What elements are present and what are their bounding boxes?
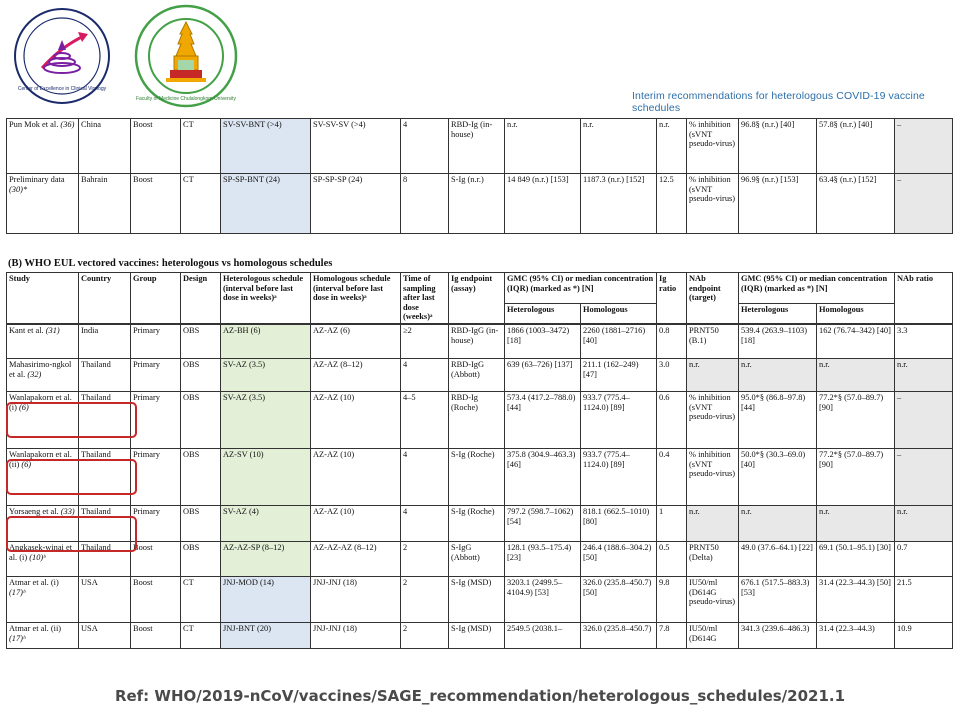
gmc-hom-cell: 933.7 (775.4–1124.0) [89] bbox=[581, 391, 657, 448]
heterologous-schedule-cell: SV-AZ (3.5) bbox=[221, 358, 311, 391]
nab-hom-cell: n.r. bbox=[817, 505, 895, 541]
nab-het-cell: 96.8§ (n.r.) [40] bbox=[739, 119, 817, 174]
header-hom-schedule: Homologous schedule (interval before last dose in weeks)ᵃ bbox=[311, 273, 401, 324]
study-cell: Atmar et al. (ii) (17)ᵇ bbox=[7, 622, 79, 648]
country-cell: Thailand bbox=[79, 541, 131, 576]
nab-hom-cell: 57.8§ (n.r.) [40] bbox=[817, 119, 895, 174]
gmc-hom-cell: 246.4 (188.6–304.2) [50] bbox=[581, 541, 657, 576]
nab-ratio-cell: 21.5 bbox=[895, 576, 953, 622]
nab-endpoint-cell: n.r. bbox=[687, 358, 739, 391]
time-cell: ≥2 bbox=[401, 324, 449, 358]
gmc-het-cell: 2549.5 (2038.1– bbox=[505, 622, 581, 648]
ig-ratio-cell: 1 bbox=[657, 505, 687, 541]
nab-ratio-cell: – bbox=[895, 174, 953, 234]
table-b-container bbox=[6, 272, 953, 649]
nab-endpoint-cell: PRNT50 (Delta) bbox=[687, 541, 739, 576]
study-cell: Preliminary data (30)* bbox=[7, 174, 79, 234]
group-cell: Primary bbox=[131, 324, 181, 358]
ig-endpoint-cell: RBD-IgG (Abbott) bbox=[449, 358, 505, 391]
nab-ratio-cell: 0.7 bbox=[895, 541, 953, 576]
nab-hom-cell: n.r. bbox=[817, 358, 895, 391]
nab-hom-cell: 77.2*§ (57.0–89.7) [90] bbox=[817, 391, 895, 448]
nab-ratio-cell: 3.3 bbox=[895, 324, 953, 358]
nab-hom-cell: 31.4 (22.3–44.3) [50] bbox=[817, 576, 895, 622]
gmc-het-cell: 375.8 (304.9–463.3) [46] bbox=[505, 448, 581, 505]
ig-ratio-cell: 0.8 bbox=[657, 324, 687, 358]
design-cell: OBS bbox=[181, 448, 221, 505]
study-cell: Yorsaeng et al. (33) bbox=[7, 505, 79, 541]
nab-ratio-cell: – bbox=[895, 119, 953, 174]
table-a bbox=[6, 118, 953, 234]
header-time: Time of sampling after last dose (weeks)ᵃ bbox=[401, 273, 449, 324]
nab-het-cell: 96.9§ (n.r.) [153] bbox=[739, 174, 817, 234]
ig-endpoint-cell: S-Ig (n.r.) bbox=[449, 174, 505, 234]
nab-endpoint-cell: % inhibition (sVNT pseudo-virus) bbox=[687, 391, 739, 448]
ig-endpoint-cell: S-Ig (Roche) bbox=[449, 448, 505, 505]
homologous-schedule-cell: JNJ-JNJ (18) bbox=[311, 622, 401, 648]
gmc-het-cell: n.r. bbox=[505, 119, 581, 174]
design-cell: OBS bbox=[181, 324, 221, 358]
header-gmc: GMC (95% CI) or median concentration (IQR) (marked as *) [N] bbox=[505, 273, 657, 304]
design-cell: CT bbox=[181, 119, 221, 174]
study-cell: Angkasek-winai et al. (i) (10)ᵇ bbox=[7, 541, 79, 576]
time-cell: 4 bbox=[401, 505, 449, 541]
design-cell: CT bbox=[181, 576, 221, 622]
design-cell: OBS bbox=[181, 505, 221, 541]
table-row bbox=[7, 576, 953, 622]
time-cell: 8 bbox=[401, 174, 449, 234]
homologous-schedule-cell: AZ-AZ (10) bbox=[311, 505, 401, 541]
table-header-row bbox=[7, 273, 953, 304]
ig-ratio-cell: 0.6 bbox=[657, 391, 687, 448]
header-study: Study bbox=[7, 273, 79, 324]
country-cell: China bbox=[79, 119, 131, 174]
nab-het-cell: 676.1 (517.5–883.3) [53] bbox=[739, 576, 817, 622]
gmc-het-cell: 573.4 (417.2–788.0) [44] bbox=[505, 391, 581, 448]
ig-ratio-cell: n.r. bbox=[657, 119, 687, 174]
nab-het-cell: 539.4 (263.9–1103) [18] bbox=[739, 324, 817, 358]
nab-ratio-cell: 10.9 bbox=[895, 622, 953, 648]
nab-endpoint-cell: IU50/ml (D614G pseudo-virus) bbox=[687, 576, 739, 622]
ig-endpoint-cell: RBD-Ig (in-house) bbox=[449, 119, 505, 174]
heterologous-schedule-cell: SV-AZ (4) bbox=[221, 505, 311, 541]
ig-ratio-cell: 7.8 bbox=[657, 622, 687, 648]
nab-endpoint-cell: % inhibition (sVNT pseudo-virus) bbox=[687, 174, 739, 234]
ig-ratio-cell: 9.8 bbox=[657, 576, 687, 622]
design-cell: CT bbox=[181, 622, 221, 648]
time-cell: 4–5 bbox=[401, 391, 449, 448]
heterologous-schedule-cell: JNJ-MOD (14) bbox=[221, 576, 311, 622]
gmc-hom-cell: n.r. bbox=[581, 119, 657, 174]
ig-endpoint-cell: S-Ig (MSD) bbox=[449, 576, 505, 622]
gmc-hom-cell: 326.0 (235.8–450.7) [50] bbox=[581, 576, 657, 622]
time-cell: 2 bbox=[401, 622, 449, 648]
header-nab-ratio: NAb ratio bbox=[895, 273, 953, 324]
ig-ratio-cell: 3.0 bbox=[657, 358, 687, 391]
table-row bbox=[7, 358, 953, 391]
highlight-box-wanlapakorn-i bbox=[6, 402, 137, 438]
gmc-hom-cell: 933.7 (775.4–1124.0) [89] bbox=[581, 448, 657, 505]
country-cell: Thailand bbox=[79, 358, 131, 391]
header-group: Group bbox=[131, 273, 181, 324]
gmc-het-cell: 14 849 (n.r.) [153] bbox=[505, 174, 581, 234]
design-cell: OBS bbox=[181, 391, 221, 448]
header-nab: GMC (95% CI) or median concentration (IQR) (marked as *) [N] bbox=[739, 273, 895, 304]
heterologous-schedule-cell: JNJ-BNT (20) bbox=[221, 622, 311, 648]
svg-text:Faculty of Medicine Chulalongk: Faculty of Medicine Chulalongkorn University bbox=[135, 96, 237, 102]
header-logos bbox=[0, 0, 960, 114]
country-cell: USA bbox=[79, 622, 131, 648]
time-cell: 4 bbox=[401, 358, 449, 391]
nab-endpoint-cell: IU50/ml (D614G bbox=[687, 622, 739, 648]
homologous-schedule-cell: JNJ-JNJ (18) bbox=[311, 576, 401, 622]
header-nab-endpoint: NAb endpoint (target) bbox=[687, 273, 739, 324]
header-ig-endpoint: Ig endpoint (assay) bbox=[449, 273, 505, 324]
table-b bbox=[6, 272, 953, 324]
nab-het-cell: 341.3 (239.6–486.3) bbox=[739, 622, 817, 648]
study-cell: Wanlapakorn et al. (i) (6) bbox=[7, 391, 79, 448]
header-country: Country bbox=[79, 273, 131, 324]
homologous-schedule-cell: SV-SV-SV (>4) bbox=[311, 119, 401, 174]
svg-text:Center of Excellence in Clinic: Center of Excellence in Clinical Virology bbox=[17, 86, 107, 92]
time-cell: 4 bbox=[401, 119, 449, 174]
nab-ratio-cell: n.r. bbox=[895, 358, 953, 391]
homologous-schedule-cell: SP-SP-SP (24) bbox=[311, 174, 401, 234]
heterologous-schedule-cell: AZ-BH (6) bbox=[221, 324, 311, 358]
header-nab-hom: Homologous bbox=[817, 303, 895, 323]
design-cell: OBS bbox=[181, 358, 221, 391]
group-cell: Boost bbox=[131, 174, 181, 234]
homologous-schedule-cell: AZ-AZ-AZ (8–12) bbox=[311, 541, 401, 576]
table-b-body bbox=[6, 324, 953, 649]
group-cell: Boost bbox=[131, 622, 181, 648]
ig-endpoint-cell: S-Ig (MSD) bbox=[449, 622, 505, 648]
group-cell: Boost bbox=[131, 576, 181, 622]
nab-endpoint-cell: PRNT50 (B.1) bbox=[687, 324, 739, 358]
study-cell: Atmar et al. (i) (17)ᵇ bbox=[7, 576, 79, 622]
time-cell: 2 bbox=[401, 576, 449, 622]
time-cell: 2 bbox=[401, 541, 449, 576]
highlight-box-yorsaeng bbox=[6, 516, 137, 552]
nab-ratio-cell: – bbox=[895, 448, 953, 505]
table-row bbox=[7, 391, 953, 448]
gmc-hom-cell: 211.1 (162–249) [47] bbox=[581, 358, 657, 391]
study-cell: Kant et al. (31) bbox=[7, 324, 79, 358]
gmc-hom-cell: 818.1 (662.5–1010) [80] bbox=[581, 505, 657, 541]
group-cell: Boost bbox=[131, 119, 181, 174]
ig-ratio-cell: 0.5 bbox=[657, 541, 687, 576]
country-cell: Thailand bbox=[79, 391, 131, 448]
study-cell: Pun Mok et al. (36) bbox=[7, 119, 79, 174]
header-gmc-het: Heterologous bbox=[505, 303, 581, 323]
document-header-title: Interim recommendations for heterologous COVID-19 vaccine schedules bbox=[632, 90, 925, 114]
header-gmc-hom: Homologous bbox=[581, 303, 657, 323]
nab-het-cell: 49.0 (37.6–64.1) [22] bbox=[739, 541, 817, 576]
ig-endpoint-cell: S-Ig (Roche) bbox=[449, 505, 505, 541]
section-b-title: (B) WHO EUL vectored vaccines: heterologous vs homologous schedules bbox=[8, 258, 333, 269]
nab-hom-cell: 77.2*§ (57.0–89.7) [90] bbox=[817, 448, 895, 505]
heterologous-schedule-cell: SV-SV-BNT (>4) bbox=[221, 119, 311, 174]
highlight-box-wanlapakorn-ii bbox=[6, 459, 137, 495]
header-ig-ratio: Ig ratio bbox=[657, 273, 687, 324]
nab-het-cell: 50.0*§ (30.3–69.0) [40] bbox=[739, 448, 817, 505]
ig-endpoint-cell: RBD-Ig (Roche) bbox=[449, 391, 505, 448]
nab-ratio-cell: n.r. bbox=[895, 505, 953, 541]
heterologous-schedule-cell: AZ-SV (10) bbox=[221, 448, 311, 505]
ig-endpoint-cell: RBD-IgG (in-house) bbox=[449, 324, 505, 358]
table-a-container bbox=[6, 118, 954, 234]
homologous-schedule-cell: AZ-AZ (8–12) bbox=[311, 358, 401, 391]
country-cell: Bahrain bbox=[79, 174, 131, 234]
chulalongkorn-medicine-logo bbox=[134, 4, 238, 108]
nab-ratio-cell: – bbox=[895, 391, 953, 448]
country-cell: Thailand bbox=[79, 505, 131, 541]
gmc-hom-cell: 2260 (1881–2716) [40] bbox=[581, 324, 657, 358]
nab-het-cell: 95.0*§ (86.8–97.8) [44] bbox=[739, 391, 817, 448]
table-row bbox=[7, 324, 953, 358]
ig-endpoint-cell: S-IgG (Abbott) bbox=[449, 541, 505, 576]
nab-hom-cell: 63.4§ (n.r.) [152] bbox=[817, 174, 895, 234]
heterologous-schedule-cell: AZ-AZ-SP (8–12) bbox=[221, 541, 311, 576]
virology-center-logo bbox=[12, 6, 112, 106]
heterologous-schedule-cell: SV-AZ (3.5) bbox=[221, 391, 311, 448]
group-cell: Boost bbox=[131, 541, 181, 576]
homologous-schedule-cell: AZ-AZ (10) bbox=[311, 391, 401, 448]
table-row bbox=[7, 174, 953, 234]
header-nab-het: Heterologous bbox=[739, 303, 817, 323]
nab-endpoint-cell: % inhibition (sVNT pseudo-virus) bbox=[687, 119, 739, 174]
nab-het-cell: n.r. bbox=[739, 358, 817, 391]
header-design: Design bbox=[181, 273, 221, 324]
gmc-het-cell: 3203.1 (2499.5–4104.9) [53] bbox=[505, 576, 581, 622]
gmc-hom-cell: 326.0 (235.8–450.7) bbox=[581, 622, 657, 648]
nab-endpoint-cell: n.r. bbox=[687, 505, 739, 541]
group-cell: Primary bbox=[131, 505, 181, 541]
gmc-hom-cell: 1187.3 (n.r.) [152] bbox=[581, 174, 657, 234]
ig-ratio-cell: 12.5 bbox=[657, 174, 687, 234]
nab-het-cell: n.r. bbox=[739, 505, 817, 541]
gmc-het-cell: 797.2 (598.7–1062) [54] bbox=[505, 505, 581, 541]
gmc-het-cell: 128.1 (93.5–175.4) [23] bbox=[505, 541, 581, 576]
design-cell: CT bbox=[181, 174, 221, 234]
homologous-schedule-cell: AZ-AZ (10) bbox=[311, 448, 401, 505]
group-cell: Primary bbox=[131, 358, 181, 391]
gmc-het-cell: 1866 (1003–3472) [18] bbox=[505, 324, 581, 358]
ig-ratio-cell: 0.4 bbox=[657, 448, 687, 505]
nab-endpoint-cell: % inhibition (sVNT pseudo-virus) bbox=[687, 448, 739, 505]
country-cell: Thailand bbox=[79, 448, 131, 505]
country-cell: USA bbox=[79, 576, 131, 622]
nab-hom-cell: 69.1 (50.1–95.1) [30] bbox=[817, 541, 895, 576]
nab-hom-cell: 31.4 (22.3–44.3) bbox=[817, 622, 895, 648]
table-row bbox=[7, 505, 953, 541]
group-cell: Primary bbox=[131, 448, 181, 505]
study-cell: Wanlapakorn et al. (ii) (6) bbox=[7, 448, 79, 505]
table-row bbox=[7, 119, 953, 174]
group-cell: Primary bbox=[131, 391, 181, 448]
nab-hom-cell: 162 (76.74–342) [40] bbox=[817, 324, 895, 358]
study-cell: Mahasirimo-ngkol et al. (32) bbox=[7, 358, 79, 391]
gmc-het-cell: 639 (63–726) [137] bbox=[505, 358, 581, 391]
reference-footer: Ref: WHO/2019-nCoV/vaccines/SAGE_recommendation/heterologous_schedules/2021.1 bbox=[114, 687, 846, 705]
table-row bbox=[7, 448, 953, 505]
time-cell: 4 bbox=[401, 448, 449, 505]
design-cell: OBS bbox=[181, 541, 221, 576]
country-cell: India bbox=[79, 324, 131, 358]
homologous-schedule-cell: AZ-AZ (6) bbox=[311, 324, 401, 358]
heterologous-schedule-cell: SP-SP-BNT (24) bbox=[221, 174, 311, 234]
table-row bbox=[7, 541, 953, 576]
header-het-schedule: Heterologous schedule (interval before last dose in weeks)ᵃ bbox=[221, 273, 311, 324]
table-row bbox=[7, 622, 953, 648]
